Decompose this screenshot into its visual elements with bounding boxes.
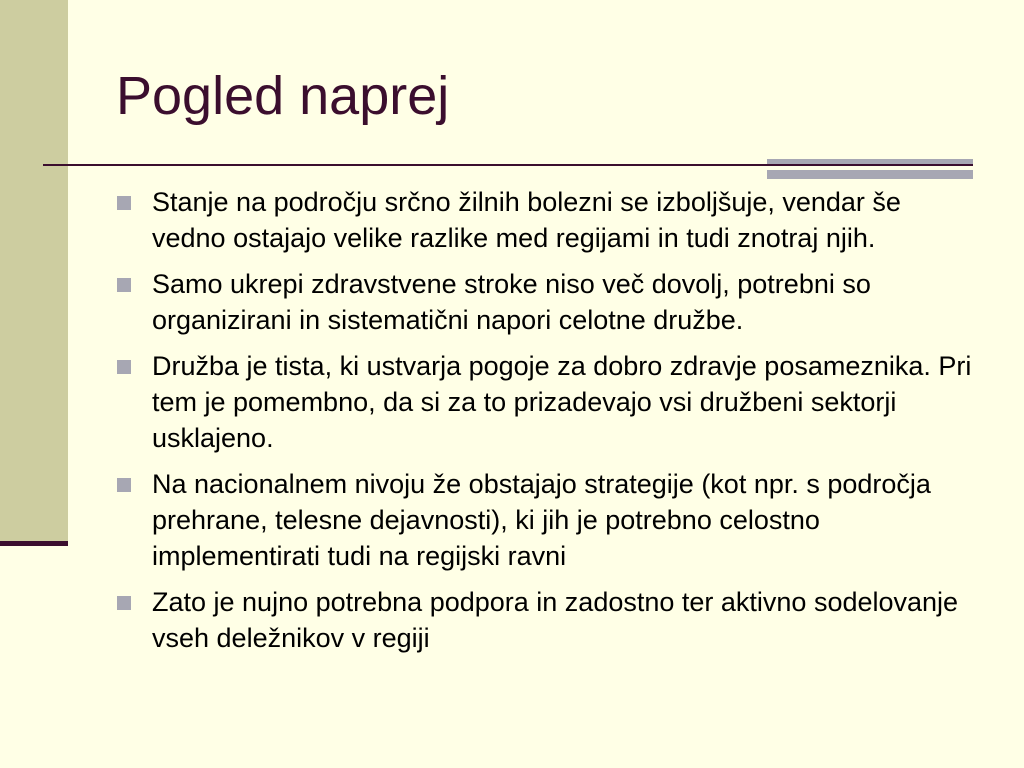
bullet-text: Stanje na področju srčno žilnih bolezni se izboljšuje, vendar še vedno ostajajo velike razlike med regijami in tudi znotraj njih. [152,187,901,253]
square-bullet-icon [117,196,131,210]
square-bullet-icon [117,278,131,292]
title-rule-shadow-bottom [767,170,973,179]
left-decorative-band [0,0,68,545]
square-bullet-icon [117,360,131,374]
bullet-text: Na nacionalnem nivoju že obstajajo strategije (kot npr. s področja prehrane, telesne dejavnosti), ki jih je potrebno celostno implementirati tudi na regijski ravni [152,469,931,571]
bullet-list [114,184,974,666]
bullet-item [114,266,974,338]
slide-title: Pogled naprej [116,66,450,126]
bullet-item [114,466,974,574]
left-band-rule [0,541,68,546]
bullet-text: Družba je tista, ki ustvarja pogoje za dobro zdravje posameznika. Pri tem je pomembno, da si za to prizadevajo vsi družbeni sektorji usklajeno. [152,351,972,453]
square-bullet-icon [117,596,131,610]
bullet-text: Samo ukrepi zdravstvene stroke niso več dovolj, potrebni so organizirani in sistematični napori celotne družbe. [152,269,871,335]
square-bullet-icon [117,478,131,492]
title-rule [43,164,973,166]
bullet-text: Zato je nujno potrebna podpora in zadostno ter aktivno sodelovanje vseh deležnikov v regiji [152,587,959,653]
bullet-item [114,348,974,456]
bullet-item [114,184,974,256]
bullet-item [114,584,974,656]
